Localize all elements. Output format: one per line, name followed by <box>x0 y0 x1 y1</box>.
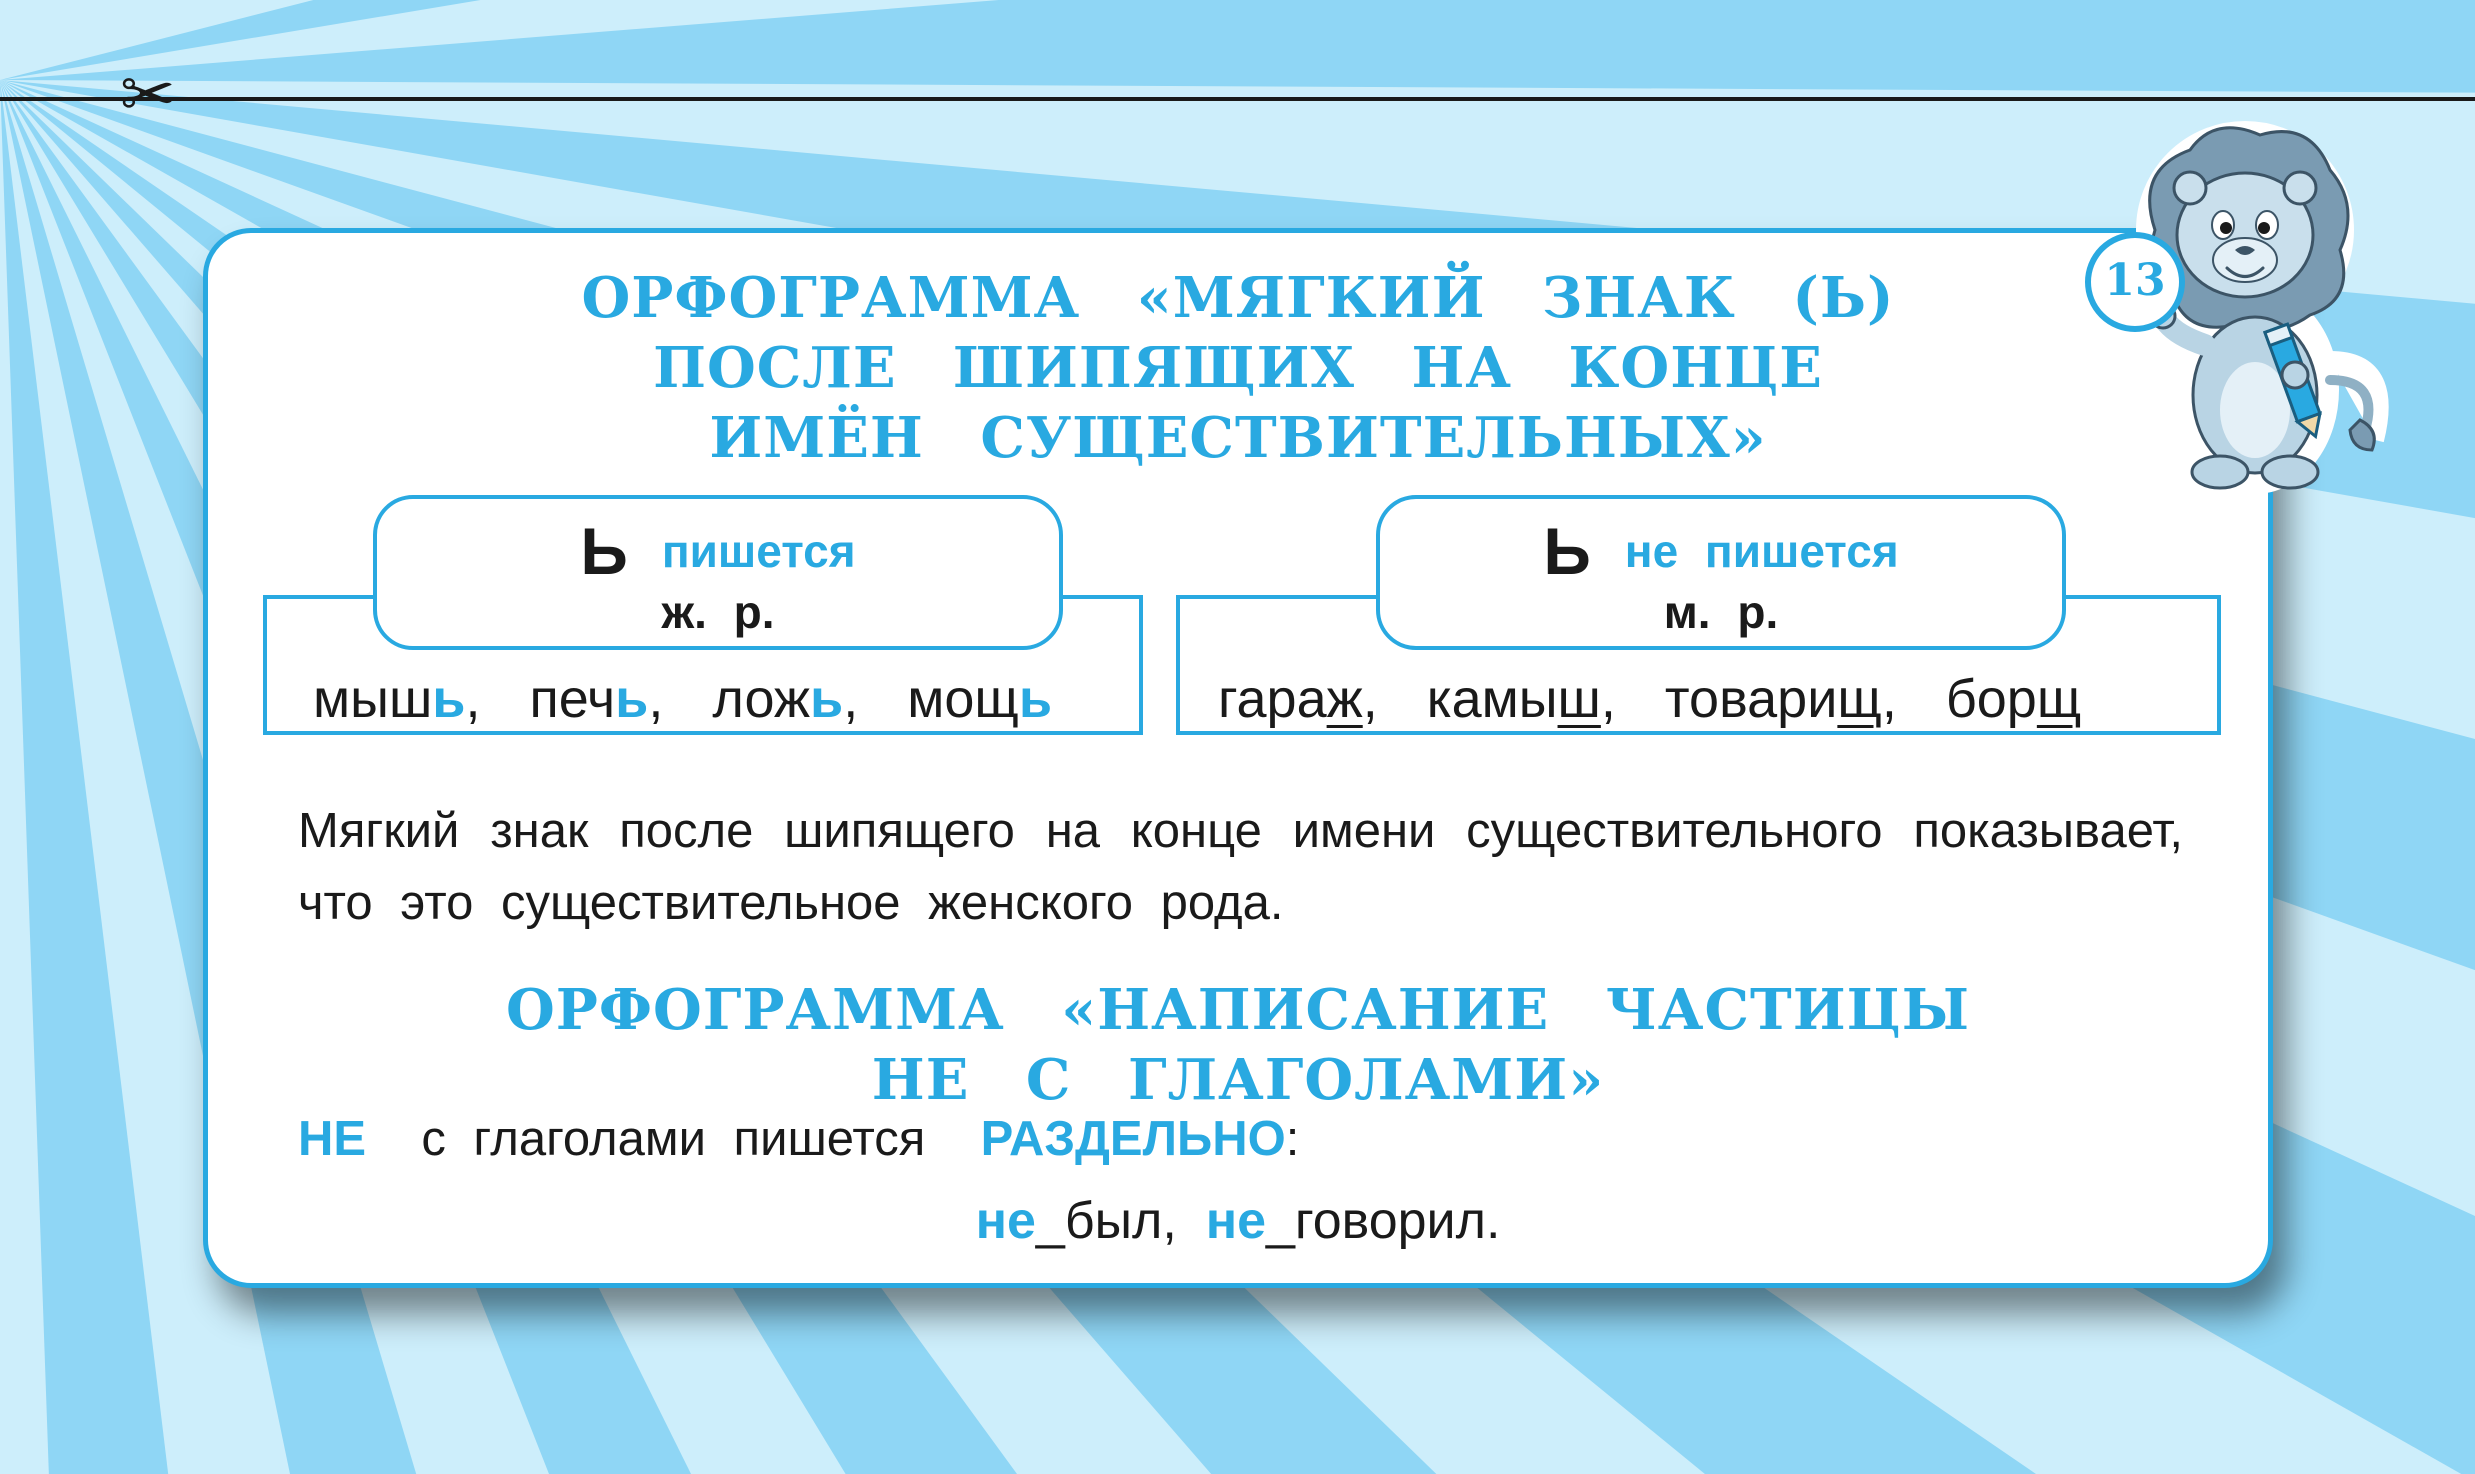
soft-sign-letter: Ь <box>580 514 628 588</box>
feminine-examples <box>313 668 1052 730</box>
spelling-rule-title-1 <box>208 263 2268 473</box>
masculine-examples <box>1218 668 2081 730</box>
example-word: борщ <box>1945 669 2082 729</box>
example-word: мышь, <box>313 669 481 729</box>
not-written-label: не пишется <box>1624 525 1899 577</box>
particle-label: НЕ <box>298 1112 367 1166</box>
soft-sign-written-tab <box>373 495 1063 650</box>
example-word: мощь <box>907 669 1053 729</box>
example-word: камыш, <box>1426 669 1616 729</box>
particle-rule-text: НЕ с глаголами пишется РАЗДЕЛЬНО: <box>298 1112 1300 1166</box>
title-line: ИМЁН СУЩЕСТВИТЕЛЬНЫХ» <box>709 405 1767 471</box>
soft-sign-not-written-tab <box>1376 495 2066 650</box>
written-label: пишется <box>661 525 856 577</box>
particle-examples <box>208 1191 2268 1251</box>
example-word: ложь, <box>712 669 859 729</box>
title-line: ОРФОГРАММА «НАПИСАНИЕ ЧАСТИЦЫ <box>505 977 1971 1043</box>
title-line: ОРФОГРАММА «МЯГКИЙ ЗНАК (Ь) <box>581 265 1895 331</box>
spelling-rule-title-2 <box>208 975 2268 1115</box>
feminine-gender-label: ж. р. <box>661 586 775 638</box>
example-word: печь, <box>529 669 664 729</box>
example-word: гараж, <box>1218 669 1378 729</box>
scissors-icon: ✂ <box>120 56 176 133</box>
title-line: ПОСЛЕ ШИПЯЩИХ НА КОНЦЕ <box>653 335 1823 401</box>
example-phrase: не_говорил. <box>1205 1192 1501 1250</box>
cut-line <box>0 97 2475 101</box>
rule-middle-text: с глаголами пишется <box>421 1112 926 1166</box>
rule-card <box>203 228 2273 1288</box>
explanation-text: Мягкий знак после шипящего на конце имени существительного показывает, что это существительное женского рода. <box>298 804 2183 930</box>
card-number-badge: 13 <box>2085 232 2185 332</box>
example-phrase: не_был, <box>975 1192 1192 1250</box>
example-word: товарищ, <box>1664 669 1897 729</box>
masculine-gender-label: м. р. <box>1663 586 1779 638</box>
separately-label: РАЗДЕЛЬНО <box>980 1112 1286 1166</box>
title-line: НЕ С ГЛАГОЛАМИ» <box>871 1047 1605 1113</box>
soft-sign-letter: Ь <box>1543 514 1591 588</box>
